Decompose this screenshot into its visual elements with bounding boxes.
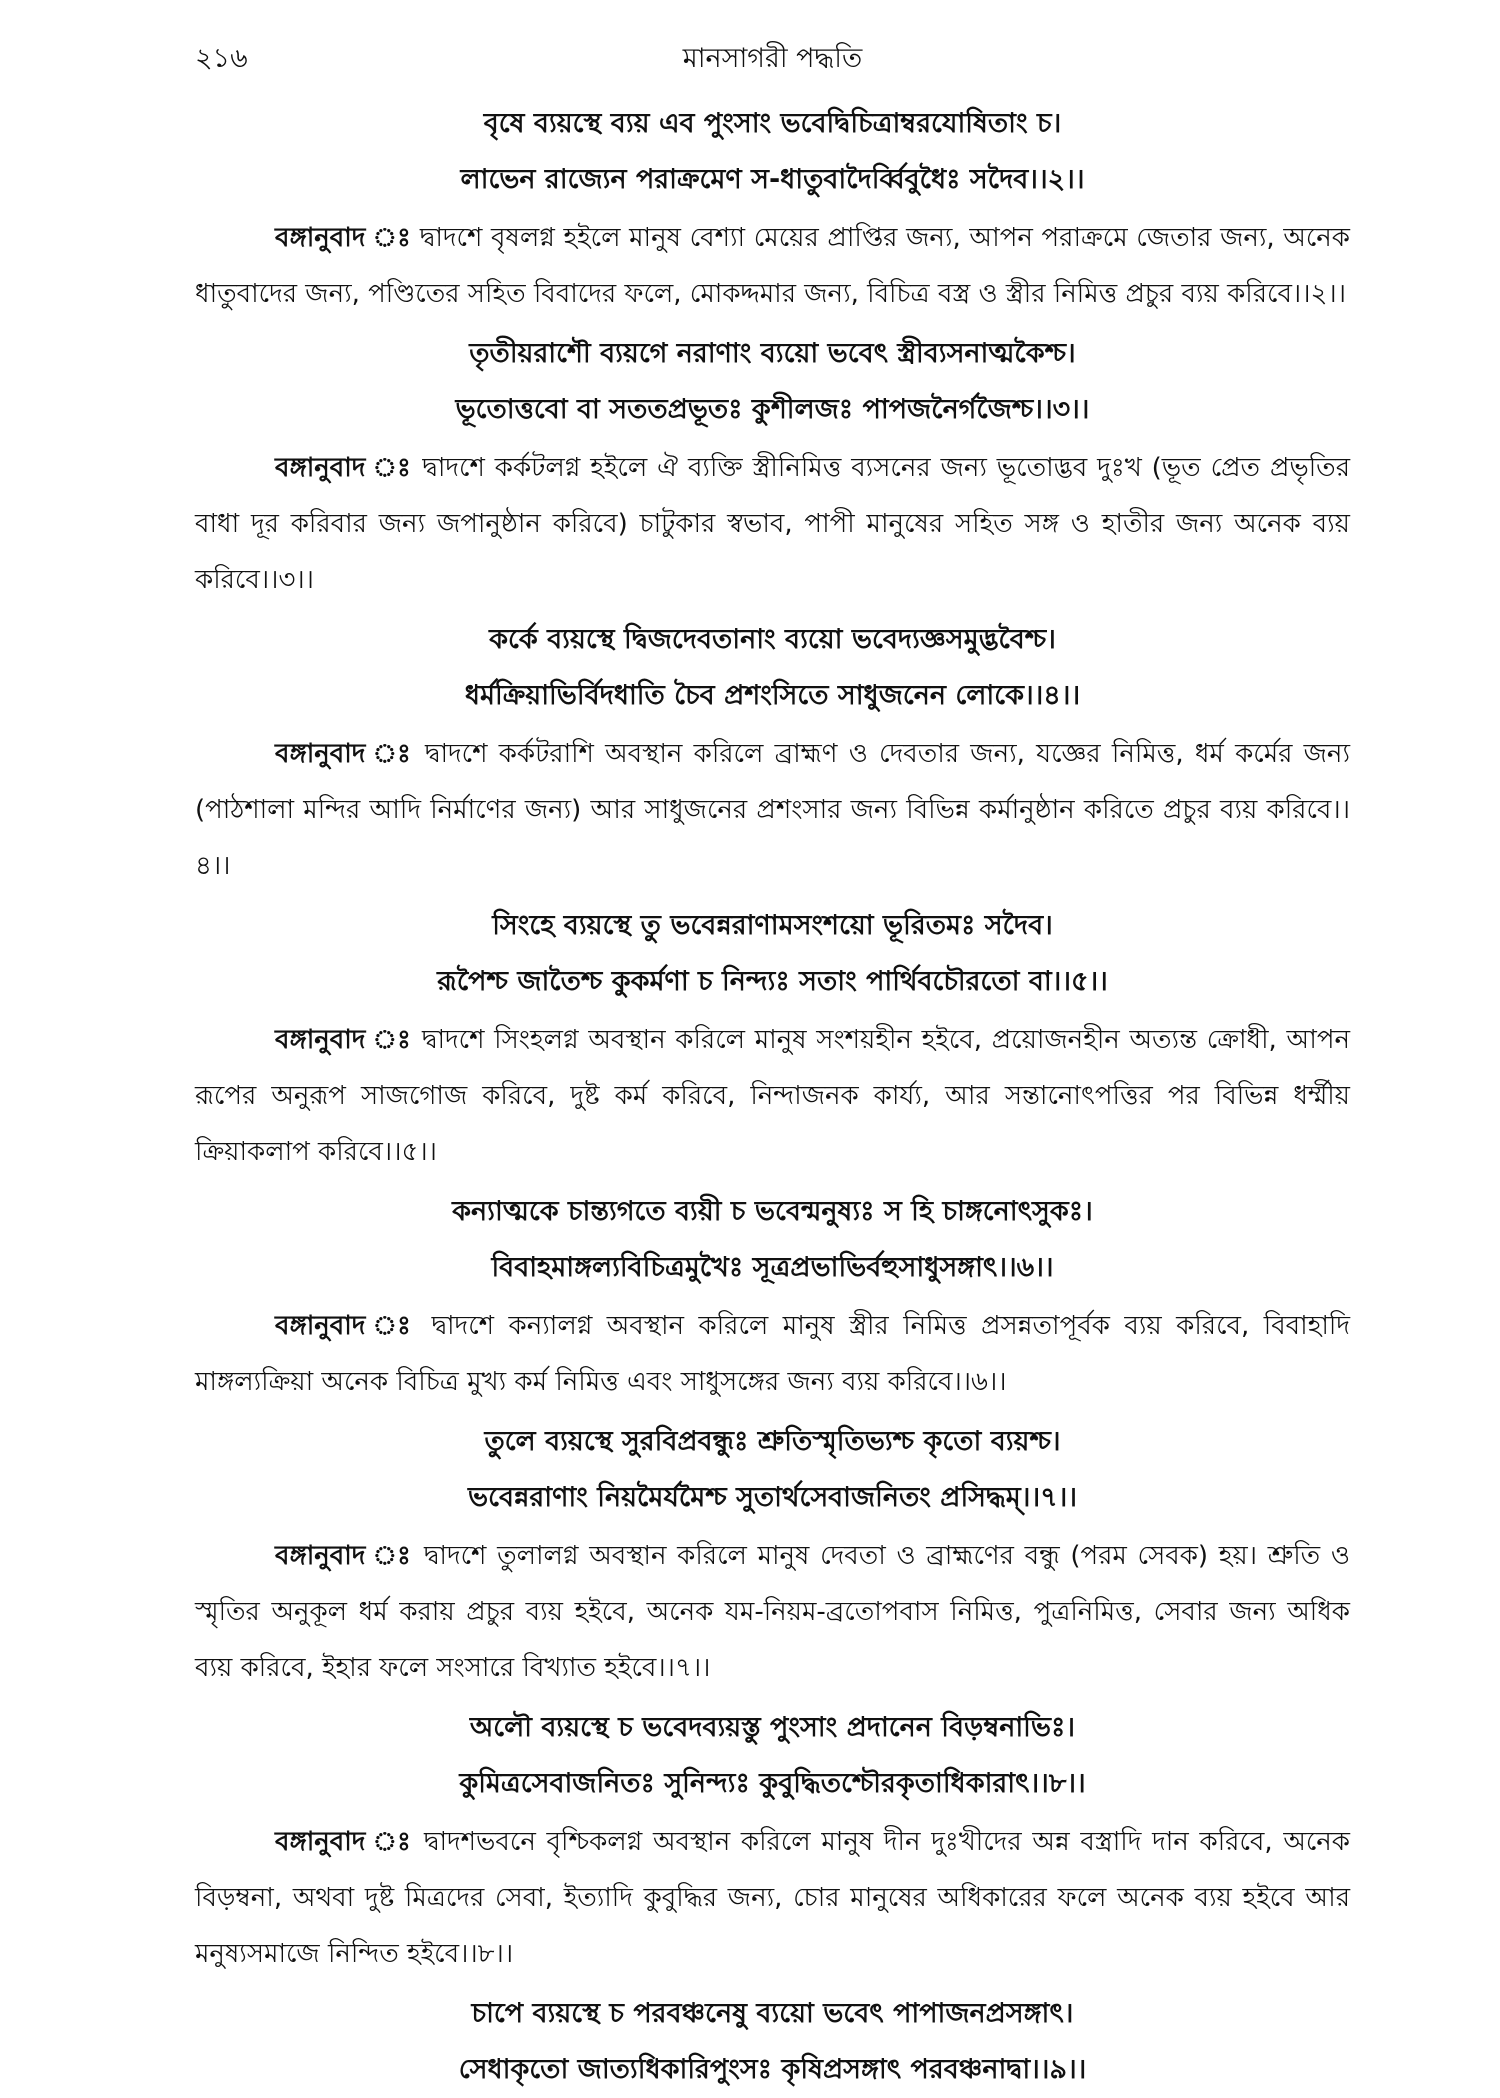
translation-text: দ্বাদশে কন্যালগ্ন অবস্থান করিলে মানুষ স্ত্রীর নিমিত্ত প্রসন্নতাপূর্বক ব্যয় করিবে, বিবাহাদি মাঙ্গল্যক্রিয়া অনেক বিচিত্র মুখ্য কর্ম নিমিত্ত এবং সাধুসঙ্গের জন্য ব্যয় করিবে।।৬।।: [195, 1311, 1350, 1397]
translation-paragraph: [195, 726, 1350, 894]
translation-text: দ্বাদশে কর্কটলগ্ন হইলে ঐ ব্যক্তি স্ত্রীনিমিত্ত ব্যসনের জন্য ভূতোদ্ভব দুঃখ (ভূত প্রেত প্রভৃতির বাধা দূর করিবার জন্য জপানুষ্ঠান করিবে) চাটুকার স্বভাব, পাপী মানুষের সহিত সঙ্গ ও হাতীর জন্য অনেক ব্যয় করিবে।।৩।।: [195, 453, 1350, 595]
running-title: মানসাগরী পদ্ধতি: [682, 43, 863, 74]
verse-block: [195, 1184, 1350, 1296]
translation-text: দ্বাদশে বৃষলগ্ন হইলে মানুষ বেশ্যা মেয়ের প্রাপ্তির জন্য, আপন পরাক্রমে জেতার জন্য, অনেক ধাতুবাদের জন্য, পণ্ডিতের সহিত বিবাদের ফলে, মোকদ্দমার জন্য, বিচিত্র বস্ত্র ও স্ত্রীর নিমিত্ত প্রচুর ব্যয় করিবে।।২।।: [195, 223, 1350, 309]
verse-line: তুলে ব্যয়স্থে সুরবিপ্রবন্ধুঃ শ্রুতিস্মৃতিভ্যশ্চ কৃতো ব্যয়শ্চ।: [484, 1426, 1061, 1457]
translation-text: দ্বাদশে তুলালগ্ন অবস্থান করিলে মানুষ দেবতা ও ব্রাহ্মণের বন্ধু (পরম সেবক) হয়। শ্রুতি ও স্মৃতির অনুকূল ধর্ম করায় প্রচুর ব্যয় হইবে, অনেক যম-নিয়ম-ব্রতোপবাস নিমিত্ত, পুত্রনিমিত্ত, সেবার জন্য অধিক ব্যয় করিবে, ইহার ফলে সংসারে বিখ্যাত হইবে।।৭।।: [195, 1541, 1350, 1683]
verse-line: লাভেন রাজ্যেন পরাক্রমেণ স-ধাতুবাদৈর্ব্বিবুধৈঃ সদৈব।।২।।: [460, 164, 1085, 195]
translation-label: বঙ্গানুবাদ ঃ: [275, 453, 413, 483]
verse-line: চাপে ব্যয়স্থে চ পরবঞ্চনেষু ব্যয়ো ভবেৎ পাপাজনপ্রসঙ্গাৎ।: [471, 1998, 1074, 2029]
verse-block: [195, 1700, 1350, 1812]
verse-block: [195, 1414, 1350, 1526]
translation-paragraph: [195, 1298, 1350, 1410]
verse-line: ভূতোত্তবো বা সততপ্রভূতঃ কুশীলজঃ পাপজনৈর্গজৈশ্চ।।৩।।: [455, 394, 1090, 425]
translation-paragraph: [195, 1012, 1350, 1180]
verse-line: কুমিত্রসেবাজনিতঃ সুনিন্দ্যঃ কুবুদ্ধিতশ্চৌরকৃতাধিকারাৎ।।৮।।: [459, 1768, 1086, 1799]
verse-block: [195, 898, 1350, 1010]
verse-block: [195, 96, 1350, 208]
verse-line: বৃষে ব্যয়স্থে ব্যয় এব পুংসাং ভবেদ্বিচিত্রাম্বরযোষিতাং চ।: [483, 108, 1062, 139]
translation-paragraph: [195, 440, 1350, 608]
verse-block: [195, 612, 1350, 724]
page-header: [195, 38, 1350, 82]
verse-line: সেধাকৃতো জাত্যধিকারিপুংসঃ কৃষিপ্রসঙ্গাৎ পরবঞ্চনাদ্বা।।৯।।: [458, 2054, 1087, 2085]
translation-paragraph: [195, 1814, 1350, 1982]
translation-label: বঙ্গানুবাদ ঃ: [275, 1311, 418, 1341]
translation-label: বঙ্গানুবাদ ঃ: [275, 1025, 413, 1055]
translation-text: দ্বাদশে সিংহলগ্ন অবস্থান করিলে মানুষ সংশয়হীন হইবে, প্রয়োজনহীন অত্যন্ত ক্রোধী, আপন রূপের অনুরূপ সাজগোজ করিবে, দুষ্ট কর্ম করিবে, নিন্দাজনক কার্য্য, আর সন্তানোৎপত্তির পর বিভিন্ন ধর্ম্মীয় ক্রিয়াকলাপ করিবে।।৫।।: [195, 1025, 1350, 1167]
page-body: [195, 96, 1350, 2098]
translation-label: বঙ্গানুবাদ ঃ: [275, 223, 412, 253]
page-number: ২১৬: [195, 43, 248, 74]
verse-line: অলৌ ব্যয়স্থে চ ভবেদব্যয়স্তু পুংসাং প্রদানেন বিড়ম্বনাভিঃ।: [469, 1712, 1076, 1743]
translation-text: দ্বাদশভবনে বৃশ্চিকলগ্ন অবস্থান করিলে মানুষ দীন দুঃখীদের অন্ন বস্ত্রাদি দান করিবে, অনেক বিড়ম্বনা, অথবা দুষ্ট মিত্রদের সেবা, ইত্যাদি কুবুদ্ধির জন্য, চোর মানুষের অধিকারের ফলে অনেক ব্যয় হইবে আর মনুষ্যসমাজে নিন্দিত হইবে।।৮।।: [195, 1827, 1350, 1969]
verse-line: ধর্মক্রিয়াভির্বিদধাতি চৈব প্রশংসিতে সাধুজনেন লোকে।।৪।।: [464, 680, 1081, 711]
translation-text: দ্বাদশে কর্কটরাশি অবস্থান করিলে ব্রাহ্মণ ও দেবতার জন্য, যজ্ঞের নিমিত্ত, ধর্ম কর্মের জন্য (পাঠশালা মন্দির আদি নির্মাণের জন্য) আর সাধুজনের প্রশংসার জন্য বিভিন্ন কর্মানুষ্ঠান করিতে প্রচুর ব্যয় করিবে।।৪।।: [195, 739, 1350, 881]
verse-line: কর্কে ব্যয়স্থে দ্বিজদেবতানাং ব্যয়ো ভবেদ্যজ্ঞসমুদ্ভবৈশ্চ।: [489, 624, 1056, 655]
verse-line: বিবাহমাঙ্গল্যবিচিত্রমুখৈঃ সূত্রপ্রভাভির্বহুসাধুসঙ্গাৎ।।৬।।: [491, 1252, 1054, 1283]
verse-line: রূপৈশ্চ জাতৈশ্চ কুকর্মণা চ নিন্দ্যঃ সতাং পার্থিবচৌরতো বা।।৫।।: [437, 966, 1108, 997]
verse-line: কন্যাত্মকে চান্ত্যগতে ব্যয়ী চ ভবেন্মনুষ্যঃ স হি চাঙ্গনোৎসুকঃ।: [452, 1196, 1093, 1227]
verse-block: [195, 326, 1350, 438]
translation-label: বঙ্গানুবাদ ঃ: [275, 1541, 414, 1571]
verse-line: সিংহে ব্যয়স্থে তু ভবেন্নরাণামসংশয়ো ভূরিতমঃ সদৈব।: [492, 910, 1053, 941]
translation-paragraph: [195, 210, 1350, 322]
verse-block: [195, 1986, 1350, 2098]
verse-line: তৃতীয়রাশৌ ব্যয়গে নরাণাং ব্যয়ো ভবেৎ স্ত্রীব্যসনাত্মকৈশ্চ।: [469, 338, 1076, 369]
translation-paragraph: [195, 1528, 1350, 1696]
translation-label: বঙ্গানুবাদ ঃ: [275, 1827, 414, 1857]
translation-label: বঙ্গানুবাদ ঃ: [275, 739, 414, 769]
verse-line: ভবেন্নরাণাং নিয়মৈর্যমৈশ্চ সুতার্থসেবাজনিতং প্রসিদ্ধম্।।৭।।: [468, 1482, 1077, 1513]
